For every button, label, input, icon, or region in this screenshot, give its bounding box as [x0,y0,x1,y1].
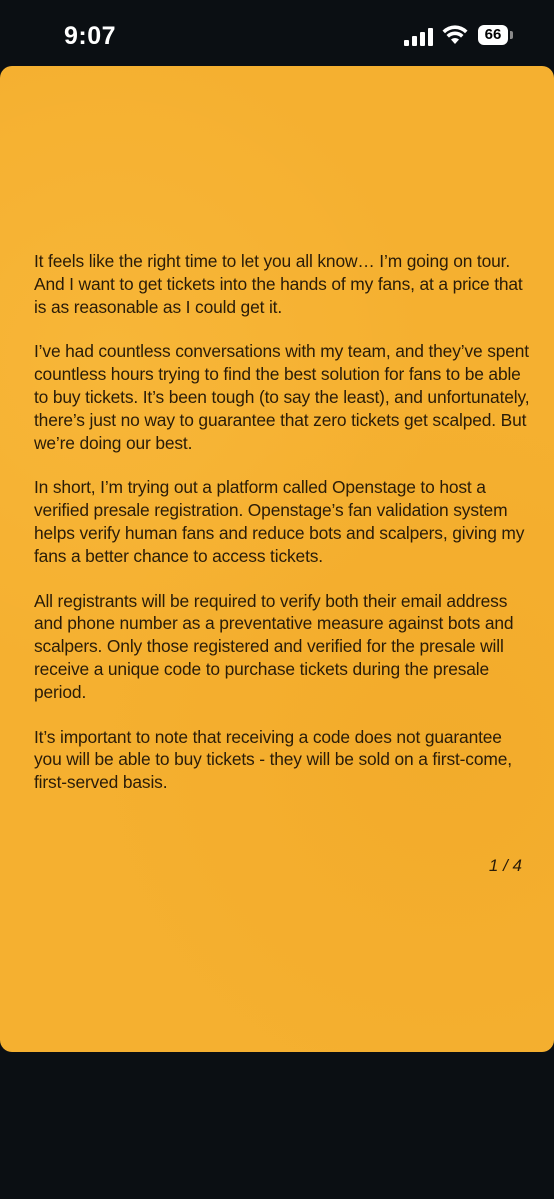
page-indicator: 1 / 4 [488,856,522,875]
letter-paragraph-5: It’s important to note that receiving a code does not guarantee you will be able to buy tickets - they will be sold on a first-come, first-served basis. [34,726,512,793]
letter-paragraph-3: In short, I’m trying out a platform called Openstage to host a verified presale registration. Openstage’s fan validation system helps verify human fans and reduce bots and scalpers, giving my fans a better chance to access tickets. [34,477,525,566]
letter-paragraph-1: It feels like the right time to let you all know… I’m going on tour. And I want to get tickets into the hands of my fans, at a price that is as reasonable as I could get it. [34,251,523,317]
status-bar [0,0,554,66]
letter-body [34,250,534,816]
battery-icon [478,25,508,45]
letter-paragraph-2: I’ve had countless conversations with my team, and they’ve spent countless hours trying to find the best solution for fans to be able to buy tickets. It’s been tough (to say the least), and unfortunately, there’s just no way to guarantee that zero tickets get scalped. But we’re doing our best. [34,341,530,453]
letter-paragraph-4: All registrants will be required to verify both their email address and phone number as a preventative measure against bots and scalpers. Only those registered and verified for the presale will receive a unique code to purchase tickets during the presale period. [34,590,514,702]
battery-nub [510,31,513,39]
battery-level: 66 [484,26,502,43]
cellular-signal-icon [404,28,434,46]
status-time: 9:07 [64,22,117,50]
letter-card [0,66,554,1052]
wifi-icon [442,25,468,45]
bottom-background [0,1052,554,1199]
